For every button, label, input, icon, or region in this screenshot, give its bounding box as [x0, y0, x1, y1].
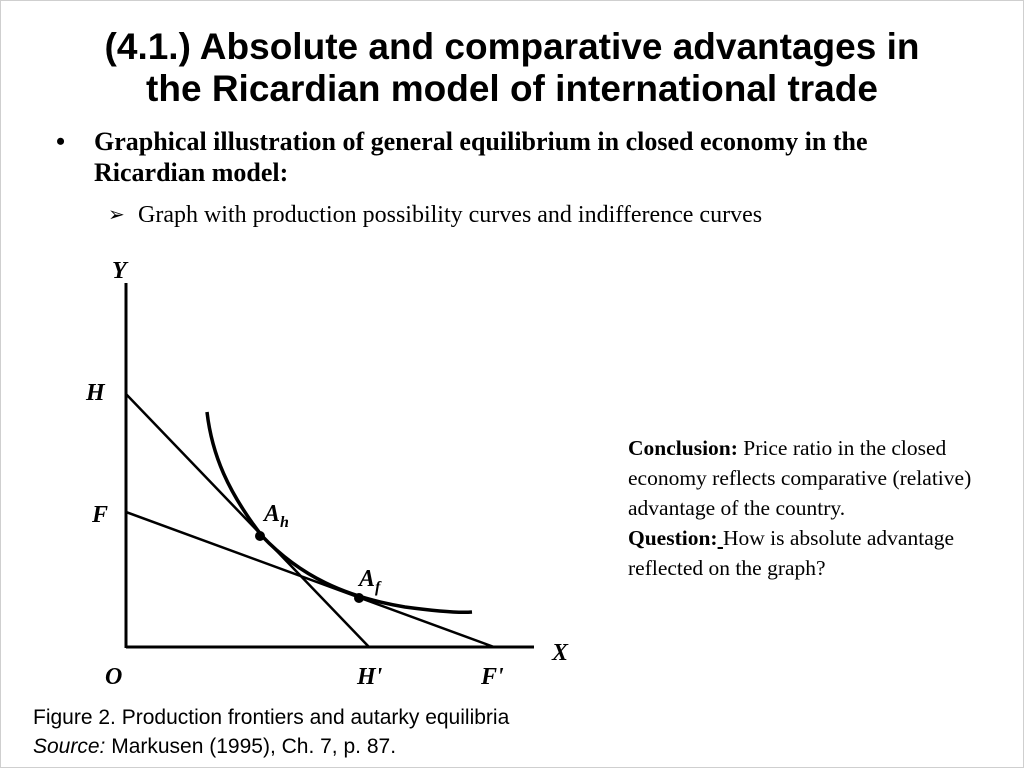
- label-H: H: [86, 380, 105, 406]
- arrow-bullet-icon: ➢: [108, 204, 125, 226]
- label-F: F: [92, 502, 109, 528]
- title-line-2: the Ricardian model of international trade: [146, 68, 878, 109]
- x-axis-label: X: [552, 640, 569, 666]
- bullet-text-1: Graphical illustration of general equilibrium in closed economy in the Ricardian model:: [94, 127, 868, 187]
- conclusion-label: Conclusion:: [628, 436, 738, 460]
- caption-line-1: Figure 2. Production frontiers and autarky equilibria: [33, 706, 510, 729]
- home-production-frontier: [126, 394, 369, 647]
- y-axis-label: Y: [112, 258, 127, 284]
- question-label: Question:: [628, 526, 718, 550]
- foreign-production-frontier: [126, 512, 494, 647]
- label-A-h-main: A: [264, 501, 281, 527]
- label-H-prime: H': [357, 664, 383, 690]
- label-A-f: [357, 566, 382, 596]
- origin-label: O: [105, 664, 123, 690]
- label-A-f-main: A: [359, 566, 376, 592]
- source-text: Markusen (1995), Ch. 7, p. 87.: [105, 735, 397, 758]
- label-A-f-sub: f: [375, 579, 381, 596]
- autarky-point-home: [255, 531, 265, 541]
- source-label: Source:: [33, 735, 106, 758]
- figure-caption: [33, 703, 673, 761]
- label-A-h-sub: h: [280, 514, 289, 531]
- bullet-dot-icon: •: [56, 127, 66, 156]
- conclusion-text-block: [628, 433, 1008, 583]
- title-line-1: (4.1.) Absolute and comparative advantages in: [104, 26, 920, 67]
- conclusion-body: Price ratio in the closed economy reflects comparative (relative) advantage of the country.: [628, 436, 972, 520]
- indifference-curve: [207, 412, 472, 612]
- bullet-text-2: Graph with production possibility curves and indifference curves: [138, 202, 763, 228]
- question-body: How is absolute advantage reflected on the graph?: [628, 526, 955, 580]
- label-A-h: [262, 501, 289, 531]
- label-F-prime: F': [481, 664, 504, 690]
- autarky-point-foreign: [354, 593, 364, 603]
